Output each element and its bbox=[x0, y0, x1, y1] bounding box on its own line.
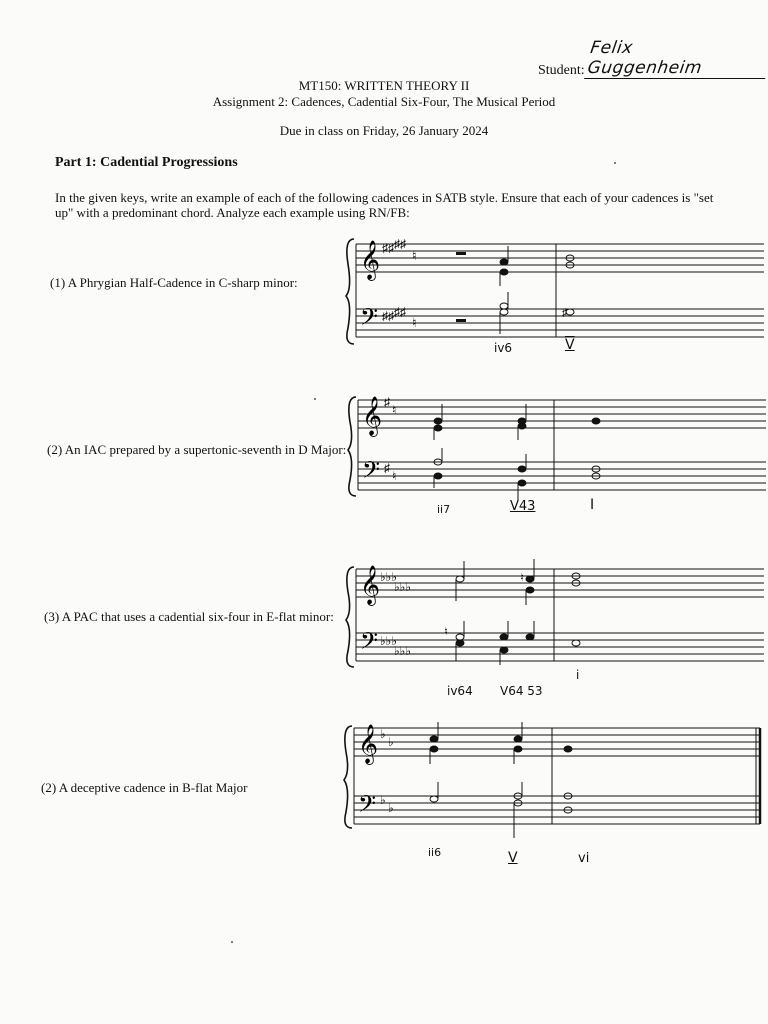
course-title: MT150: WRITTEN THEORY II bbox=[298, 78, 470, 93]
analysis-4-ii6: ii6 bbox=[428, 846, 442, 859]
svg-text:♮: ♮ bbox=[412, 248, 417, 263]
svg-text:♮: ♮ bbox=[412, 315, 417, 330]
analysis-1-iv6: iv6 bbox=[494, 341, 513, 355]
assignment-title: Assignment 2: Cadences, Cadential Six-Four, The Musical Period bbox=[212, 94, 556, 109]
svg-text:♮: ♮ bbox=[520, 572, 524, 584]
analysis-4-vi: vi bbox=[578, 851, 590, 866]
student-line bbox=[538, 38, 768, 79]
instructions: In the given keys, write an example of each of the following cadences in SATB style. Ensure that each of your cadences is "set up" with a predominant chord. Analyze each example using RN/FB: bbox=[55, 190, 714, 220]
question-3-label: (3) A PAC that uses a cadential six-four in E-flat minor: bbox=[44, 609, 334, 624]
question-2-label: (2) An IAC prepared by a supertonic-seventh in D Major: bbox=[47, 442, 347, 457]
scan-speck bbox=[314, 398, 316, 400]
svg-text:♭: ♭ bbox=[388, 735, 394, 749]
svg-text:♭♭♭: ♭♭♭ bbox=[380, 570, 397, 584]
svg-text:♯: ♯ bbox=[562, 307, 568, 319]
svg-text:𝄢: 𝄢 bbox=[358, 790, 377, 823]
svg-text:𝄢: 𝄢 bbox=[360, 627, 379, 660]
svg-text:𝄞: 𝄞 bbox=[360, 240, 381, 280]
staff-system-4 bbox=[342, 718, 766, 838]
analysis-4-V: V bbox=[508, 850, 518, 866]
analysis-3-iv64: iv64 bbox=[447, 684, 473, 698]
due-date: Due in class on Friday, 26 January 2024 bbox=[279, 123, 489, 138]
analysis-3-V64-53: V64 53 bbox=[500, 684, 543, 698]
svg-text:♮: ♮ bbox=[392, 403, 397, 417]
svg-text:𝄞: 𝄞 bbox=[358, 724, 379, 764]
svg-text:♯: ♯ bbox=[384, 395, 390, 409]
scan-speck bbox=[614, 162, 616, 164]
svg-text:♯♯: ♯♯ bbox=[394, 305, 406, 319]
svg-text:𝄢: 𝄢 bbox=[360, 303, 379, 336]
analysis-1-V: V bbox=[565, 337, 575, 353]
analysis-2-ii7: ii7 bbox=[437, 503, 451, 516]
svg-text:♭: ♭ bbox=[388, 801, 394, 815]
student-label: Student: bbox=[538, 63, 585, 78]
svg-text:♭: ♭ bbox=[380, 793, 386, 807]
svg-text:♯♯: ♯♯ bbox=[382, 241, 394, 255]
staff-system-2 bbox=[346, 392, 766, 502]
student-name-signature: Felix Guggenheim bbox=[584, 38, 768, 79]
analysis-3-i: i bbox=[576, 668, 580, 682]
part-heading: Part 1: Cadential Progressions bbox=[55, 155, 238, 170]
question-4-label: (2) A deceptive cadence in B-flat Major bbox=[41, 780, 248, 795]
svg-text:♯♯: ♯♯ bbox=[394, 237, 406, 251]
scan-speck bbox=[231, 941, 233, 943]
svg-text:♭♭♭: ♭♭♭ bbox=[394, 580, 411, 594]
svg-text:♭: ♭ bbox=[380, 727, 386, 741]
svg-text:♯♯: ♯♯ bbox=[382, 309, 394, 323]
analysis-2-V43: V43 bbox=[510, 499, 536, 514]
question-1-label: (1) A Phrygian Half-Cadence in C-sharp minor: bbox=[50, 275, 298, 290]
svg-text:♯: ♯ bbox=[384, 461, 390, 475]
svg-text:𝄞: 𝄞 bbox=[362, 396, 383, 436]
svg-text:♭♭♭: ♭♭♭ bbox=[394, 644, 411, 658]
staff-system-1 bbox=[344, 234, 764, 364]
svg-text:♭♭♭: ♭♭♭ bbox=[380, 634, 397, 648]
svg-text:𝄞: 𝄞 bbox=[360, 565, 381, 605]
svg-text:♮: ♮ bbox=[444, 626, 448, 638]
staff-system-3 bbox=[344, 557, 764, 677]
svg-text:𝄢: 𝄢 bbox=[362, 456, 381, 489]
svg-text:♮: ♮ bbox=[392, 469, 397, 483]
analysis-2-I: I bbox=[590, 497, 595, 513]
